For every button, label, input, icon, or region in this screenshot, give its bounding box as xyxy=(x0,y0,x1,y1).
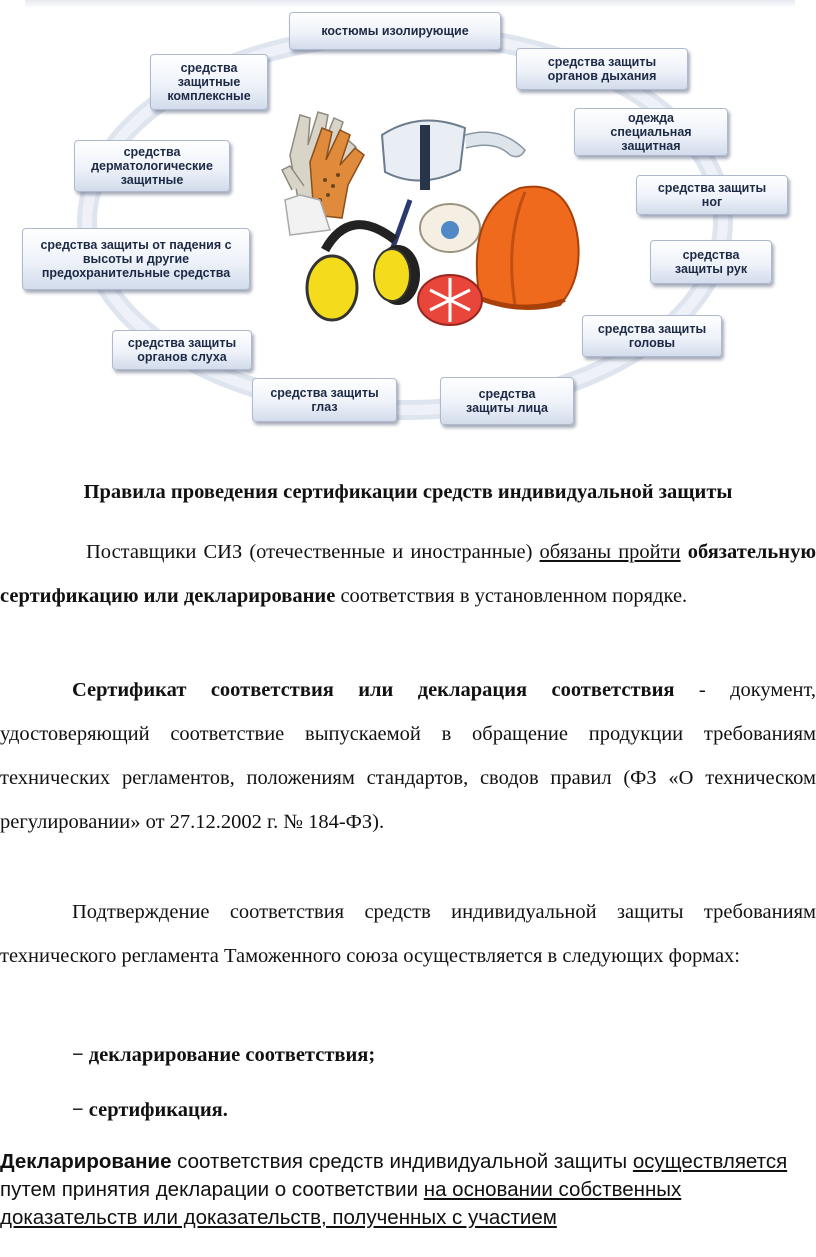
p2-bold: Сертификат соответствия или декларация соответствия xyxy=(72,679,675,701)
paragraph-declaration xyxy=(0,1148,816,1232)
goggles-icon xyxy=(382,120,525,190)
label-hand: средства защиты рук xyxy=(650,240,772,284)
p4-bold: Декларирование xyxy=(0,1150,172,1173)
label-eyes: средства защиты глаз xyxy=(252,378,397,422)
p1-tail: соответствия в установленном порядке. xyxy=(335,585,688,607)
p4-underlined-1: осуществляется xyxy=(632,1150,788,1173)
p1-bold: обязательную сертификацию или декларирование xyxy=(0,541,816,607)
p4-underlined-2: на основании собственных доказательств или доказательств, полученных с участием xyxy=(0,1178,682,1229)
ppe-illustration xyxy=(270,100,600,340)
p4-text-2: путем принятия декларации о соответствии xyxy=(0,1178,424,1201)
hat-suspension-icon xyxy=(418,275,482,325)
mask-icon xyxy=(392,200,480,252)
ppe-diagram xyxy=(0,0,816,440)
label-insulating-suits: костюмы изолирующие xyxy=(289,12,501,50)
label-face: средства защиты лица xyxy=(440,377,574,425)
label-fall-protection: средства защиты от падения с высоты и другие предохранительные средства xyxy=(22,228,250,290)
gloves-icon xyxy=(282,112,364,235)
section-heading: Правила проведения сертификации средств индивидуальной защиты xyxy=(83,481,733,503)
paragraph-confirmation: Подтверждение соответствия средств индивидуальной защиты требованиям технического регламента Таможенного союза осуществляется в следующих формах: xyxy=(0,901,816,967)
label-respiratory: средства защиты органов дыхания xyxy=(516,48,688,90)
p2-text: - документ, удостоверяющий соответствие выпускаемой в обращение продукции требованиям технических регламентов, положениям стандартов, сводов правил (ФЗ «О техническом регулировании» от 27.12.2002 г. № 184-ФЗ). xyxy=(0,679,816,833)
p1-underlined: обязаны пройти xyxy=(539,541,681,563)
list-item-declaration: − декларирование соответствия; xyxy=(72,1044,376,1066)
label-head: средства защиты головы xyxy=(582,315,722,357)
helmet-icon xyxy=(475,187,579,309)
label-hearing: средства защиты органов слуха xyxy=(112,330,252,370)
label-dermatological: средства дерматологические защитные xyxy=(74,140,230,192)
label-complex: средства защитные комплексные xyxy=(150,54,268,110)
paragraph-suppliers xyxy=(0,530,816,618)
earmuffs-icon xyxy=(307,225,420,320)
list-item-certification: − сертификация. xyxy=(72,1099,228,1121)
p4-text-1: соответствия средств индивидуальной защиты xyxy=(171,1150,633,1173)
label-special-clothing: одежда специальная защитная xyxy=(574,108,728,156)
paragraph-certificate xyxy=(0,668,816,844)
label-foot: средства защиты ног xyxy=(636,175,788,215)
p1-text: Поставщики СИЗ (отечественные и иностранные) xyxy=(86,541,540,563)
